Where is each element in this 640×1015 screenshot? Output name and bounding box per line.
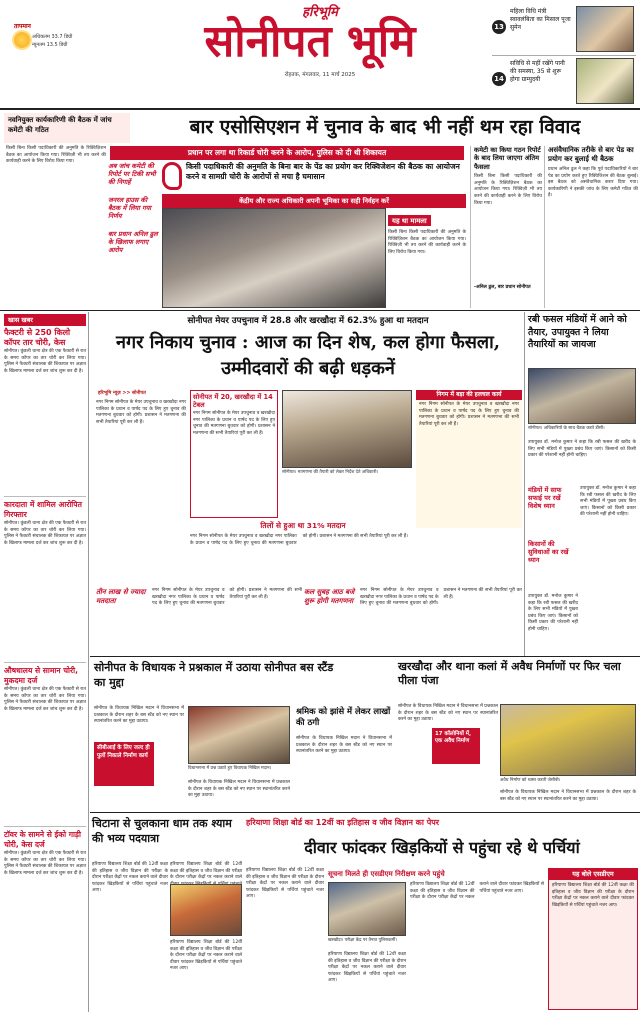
masthead-title: सोनीपत भूमि: [204, 16, 416, 67]
top-col1-text: किसी बिना किसी पदाधिकारी की अनुमति के रिक्विज़िशन बैठक का आयोजन किया गया। रिक्विज़ी भी तय करने की कार्यवाही करने के लिए विरोध किया गया।: [6, 146, 106, 165]
temp-min: न्यूनतम 13.5 डिग्री: [32, 42, 68, 48]
board-kicker: हरियाणा शिक्षा बोर्ड का 12वीं का इतिहास व जीव विज्ञान का पेपर: [246, 818, 440, 827]
top-meeting-photo: [162, 208, 386, 308]
left-badge: खास खबर: [4, 314, 86, 326]
bus-box: सीबीआई के लिए जल्द ही पुलों निकाले निर्माण कार्य: [94, 742, 154, 786]
sun-icon: [14, 32, 30, 48]
bus-photo: [188, 706, 290, 764]
left-story-1-text: सोनीपत। कुंडली थाना क्षेत्र की एक फैक्टरी से रात के समय कॉपर का तार चोरी कर लिया गया। पुलिस ने फैक्टरी संचालक की शिकायत पर अज्ञात के खिलाफ मामला दर्ज कर जांच शुरू कर दी है।: [4, 349, 86, 374]
election-sub3: तिलों से हुआ था 31% मतदान: [260, 521, 346, 530]
demo-text: सोनीपत के विधायक निखिल मदान ने विधानसभा में प्रश्नकाल के दौरान शहर के बस स्टैंड को नए स्थान पर स्थानांतरित करने का मुद्दा उठाया।: [500, 790, 636, 802]
bus-text-2: सोनीपत के विधायक निखिल मदान ने विधानसभा में प्रश्नकाल के दौरान शहर के बस स्टैंड को नए स्थान पर स्थानांतरित करने का मुद्दा उठाया।: [188, 780, 290, 799]
election-sub3-text: नगर निगम सोनीपत के मेयर उपचुनाव व खरखौदा नगर पालिका के प्रधान व पार्षद पद के लिए हुए चुनाव की मतगणना बुधवार को होगी। प्रशासन ने मतगणना की सभी तैयारियां पूरी कर ली हैं।: [190, 534, 408, 546]
left-story-1-title: फैक्टरी से 250 किलो कॉपर तार चोरी, केस: [4, 328, 71, 347]
election-kicker: सोनीपत मेयर उपचुनाव में 28.8 और खरखौदा में 62.3% हुआ था मतदान: [187, 316, 429, 326]
left-story-4-text: सोनीपत। कुंडली थाना क्षेत्र की एक फैक्टरी से रात के समय कॉपर का तार चोरी कर लिया गया। पुलिस ने फैक्टरी संचालक की शिकायत पर अज्ञात के खिलाफ मामला दर्ज कर जांच शुरू कर दी है।: [4, 851, 86, 876]
demo-box: 17 कॉलोनियों में, एक अवैध निर्माण: [432, 728, 480, 764]
kharkhoda-headline: खरखौदा और थाना कलां में अवैध निर्माणों पर फिर चला पीला पंजा: [398, 660, 621, 687]
election-quote-2: कल सुबह आठ बजे शुरू होगी मतगणना: [304, 588, 355, 605]
election-col1: नगर निगम सोनीपत के मेयर उपचुनाव व खरखौदा नगर पालिका के प्रधान व पार्षद पद के लिए हुए चुनाव की मतगणना बुधवार को होगी। प्रशासन ने मतगणना की सभी तैयारियां पूरी कर ली हैं।: [96, 400, 186, 425]
brand-logo: हरिभूमि: [302, 5, 338, 20]
top-kicker: नवनियुक्त कार्यकारिणी की बैठक में जांच कमेटी की गठित: [4, 113, 130, 143]
top-col2-sig: -अनिल ढुल, बार प्रधान सोनीपत: [474, 285, 531, 291]
quote-2: जनरल हाउस की बैठक में लिया गया निर्णय: [108, 196, 152, 220]
top-col2: [470, 146, 542, 308]
demo-photo: [500, 704, 636, 776]
top-ribbon: केंद्रीय और राज्य अधिकारी अपनी भूमिका का सही निर्वहन करें: [162, 194, 466, 208]
board-headline: दीवार फांदकर खिड़कियों से पहुंचा रहे थे पर्चियां: [304, 838, 580, 857]
top-strap: प्रधान पर लगा था रिकार्ड चोरी करने के आरोप, पुलिस को दी थी शिकायत: [110, 146, 464, 160]
yatra-text-2: हरियाणा विद्यालय शिक्षा बोर्ड की 12वीं कक्षा की इतिहास व जीव विज्ञान की परीक्षा के दौरान परीक्षा केंद्रों पर नकल कराने वाले: [170, 862, 242, 881]
left-story-2-title: कारदाता में शामिल आरोपित गिरफ्तार: [4, 500, 82, 519]
left-story-4-title: टॉवर के सामने से ईको गाड़ी चोरी, केस दर्ज: [4, 830, 81, 849]
left-story-3: [4, 662, 86, 822]
top-headline: बार एसोसिएशन में चुनाव के बाद भी नहीं थम रहा विवाद: [189, 116, 581, 138]
election-headline: नगर निकाय चुनाव : आज का दिन शेष, कल होगा फैसला, उम्मीदवारों की बढ़ी धड़कनें: [115, 332, 501, 379]
election-col-b2: नगर निगम सोनीपत के मेयर उपचुनाव व खरखौदा नगर पालिका के प्रधान व पार्षद पद के लिए हुए चुनाव की मतगणना बुधवार को होगी। प्रशासन ने मतगणना की सभी तैयारियां पूरी कर ली हैं।: [360, 588, 522, 607]
ear-2-text: सविधि से महीं रखेंगे पानी की समस्या, 35 से शुरू होगा ग्राम्युदयी: [510, 60, 565, 83]
left-story-2-text: सोनीपत। कुंडली थाना क्षेत्र की एक फैक्टरी से रात के समय कॉपर का तार चोरी कर लिया गया। पुलिस ने फैक्टरी संचालक की शिकायत पर अज्ञात के खिलाफ मामला दर्ज कर जांच शुरू कर दी है।: [4, 521, 86, 546]
yatra-photo: [170, 884, 242, 936]
bus-caption: विधानसभा में प्रश्न उठाते हुए विधायक निखिल मदान।: [188, 766, 272, 771]
bus-headline: सोनीपत के विधायक ने प्रश्नकाल में उठाया सोनीपत बस स्टैंड का मुद्दा: [94, 661, 334, 689]
election-byline: हरिभूमि न्यूज़ >> सोनीपत: [98, 391, 146, 396]
temp-label: तापमान: [14, 23, 31, 30]
top-col3-title: असंवैधानिक तरीके से बार पेड का प्रयोग कर बुलाई थी बैठक: [548, 146, 634, 163]
left-story-2: [4, 496, 86, 658]
workers-text: सोनीपत के विधायक निखिल मदान ने विधानसभा में प्रश्नकाल के दौरान शहर के बस स्टैंड को नए स्थान पर स्थानांतरित करने का मुद्दा उठाया।: [296, 736, 392, 755]
left-story-3-text: सोनीपत। कुंडली थाना क्षेत्र की एक फैक्टरी से रात के समय कॉपर का तार चोरी कर लिया गया। पुलिस ने फैक्टरी संचालक की शिकायत पर अज्ञात के खिलाफ मामला दर्ज कर जांच शुरू कर दी है।: [4, 687, 86, 712]
board-text-1: हरियाणा विद्यालय शिक्षा बोर्ड की 12वीं कक्षा की इतिहास व जीव विज्ञान की परीक्षा के दौरान परीक्षा केंद्रों पर नकल कराने वाले दीवार फांदकर खिड़कियों से पर्चियां पहुंचाते नजर आए।: [246, 868, 324, 900]
yatra-headline: चिटाना से चुलकाना धाम तक श्याम की भव्य पदयात्रा: [92, 817, 232, 845]
ear-1: [492, 4, 636, 56]
workers-headline: श्रमिक को झांसे में लेकर लाखों की ठगी: [296, 706, 391, 727]
top-col3-text: प्रधान अनिल ढुल ने कहा कि पूर्व पदाधिकारियों ने बार पेड का प्रयोग करते हुए रिक्विजिशन की बैठक बुलाई। इस बैठक को असंवैधानिक करार दिया गया। कार्यकारिणी ने इसकी जांच के लिए कमेटी गठित की है।: [548, 167, 638, 199]
right-photo: [528, 368, 636, 424]
right-side-2: किसानों की सुविधाओं का रखें ध्यान: [528, 540, 569, 564]
top-box-title: यह था मामला: [388, 215, 431, 226]
election-photo-caption: सोनीपत। मतगणना की तैयारी को लेकर निर्देश देते अधिकारी।: [282, 470, 379, 475]
right-col-b: उपायुक्त डॉ. मनोज कुमार ने कहा कि रबी फसल की खरीद के लिए सभी मंडियों में पुख्ता प्रबंध किए जाएं। किसानों को किसी प्रकार की परेशानी नहीं होनी चाहिए।: [528, 594, 578, 632]
yatra-text: हरियाणा विद्यालय शिक्षा बोर्ड की 12वीं कक्षा की इतिहास व जीव विज्ञान की परीक्षा के दौरान परीक्षा केंद्रों पर नकल कराने वाले दीवार फांदकर खिड़कियों से पर्चियां पहुंचाते नजर आए।: [92, 862, 168, 894]
yatra-text-3: हरियाणा विद्यालय शिक्षा बोर्ड की 12वीं कक्षा की इतिहास व जीव विज्ञान की परीक्षा के दौरान परीक्षा केंद्रों पर नकल कराने वाले दीवार फांदकर खिड़कियों से पर्चियां पहुंचाते नजर आए।: [170, 940, 242, 972]
election-photo: [282, 390, 412, 468]
top-lead: [162, 162, 466, 194]
ear-icon: [162, 162, 182, 190]
ear-2-photo: [576, 58, 634, 104]
demo-caption: अवैध निर्माण को ध्वस्त करती जेसीबी।: [500, 778, 561, 783]
election-sub1: [190, 390, 278, 518]
right-text: उपायुक्त डॉ. मनोज कुमार ने कहा कि रबी फसल की खरीद के लिए सभी मंडियों में पुख्ता प्रबंध किए जाएं। किसानों को किसी प्रकार की परेशानी नहीं होनी चाहिए।: [528, 440, 636, 459]
ear-1-photo: [576, 6, 634, 52]
right-col: उपायुक्त डॉ. मनोज कुमार ने कहा कि रबी फसल की खरीद के लिए सभी मंडियों में पुख्ता प्रबंध किए जाएं। किसानों को किसी प्रकार की परेशानी नहीं होनी चाहिए।: [580, 486, 636, 518]
board-sub: सूचना मिलते ही एसडीएम निरीक्षण करने पहुंचे: [328, 870, 445, 878]
election-sub2: [416, 390, 522, 528]
election-sub1-text: नगर निगम सोनीपत के मेयर उपचुनाव व खरखौदा नगर पालिका के प्रधान व पार्षद पद के लिए हुए चुनाव की मतगणना बुधवार को होगी। प्रशासन ने मतगणना की सभी तैयारियां पूरी कर ली हैं।: [193, 411, 275, 436]
top-box-text: किसी बिना किसी पदाधिकारी की अनुमति के रिक्विज़िशन बैठक का आयोजन किया गया। रिक्विज़ी भी तय करने की कार्यवाही करने के लिए विरोध किया गया।: [388, 230, 466, 255]
temperature-box: [8, 22, 88, 66]
top-lead-text: किसी पदाधिकारी की अनुमति के बिना बार के पेंड का प्रयोग कर रिक्विजेशन की बैठक का आयोजन करने व सामग्री चोरी के आरोपों से मचा है घमासान: [186, 162, 460, 181]
top-side-quotes: [108, 162, 158, 308]
election-sub1-title: सोनीपत में 20, खरखौदा में 14 टेबल: [193, 393, 273, 409]
ear-2-number: 14: [492, 72, 506, 86]
right-headline: रबी फसल मंडियों में आने को तैयार, उपायुक्त ने लिया तैयारियों का जायजा: [528, 314, 627, 350]
right-caption: सोनीपत। अधिकारियों के साथ बैठक करते डीसी।: [528, 426, 605, 431]
election-sub2-text: नगर निगम सोनीपत के मेयर उपचुनाव व खरखौदा नगर पालिका के प्रधान व पार्षद पद के लिए हुए चुनाव की मतगणना बुधवार को होगी। प्रशासन ने मतगणना की सभी तैयारियां पूरी कर ली हैं।: [419, 402, 519, 427]
right-side-1: मंडियों में साफ सफाई पर रखें विशेष ध्यान: [528, 486, 562, 510]
top-box: [388, 208, 466, 308]
election-col-b1: नगर निगम सोनीपत के मेयर उपचुनाव व खरखौदा नगर पालिका के प्रधान व पार्षद पद के लिए हुए चुनाव की मतगणना बुधवार को होगी। प्रशासन ने मतगणना की सभी तैयारियां पूरी कर ली हैं।: [152, 588, 302, 607]
election-quote-1: तीन लाख से ज्यादा मतदाता: [96, 588, 146, 605]
election-sub2-title: निगम में बड़ा की हलचल कार्य: [416, 390, 522, 400]
board-text-3: हरियाणा विद्यालय शिक्षा बोर्ड की 12वीं कक्षा की इतिहास व जीव विज्ञान की परीक्षा के दौरान परीक्षा केंद्रों पर नकल कराने वाले दीवार फांदकर खिड़कियों से पर्चियां पहुंचाते नजर आए।: [410, 882, 544, 901]
ear-2: [492, 58, 636, 108]
kharkhoda-text: सोनीपत के विधायक निखिल मदान ने विधानसभा में प्रश्नकाल के दौरान शहर के बस स्टैंड को नए स्थान पर स्थानांतरित करने का मुद्दा उठाया।: [398, 704, 498, 723]
top-col3: [544, 146, 638, 308]
date-line: रोहतक, मंगलवार, 11 मार्च 2025: [284, 72, 356, 78]
board-text-2: हरियाणा विद्यालय शिक्षा बोर्ड की 12वीं कक्षा की इतिहास व जीव विज्ञान की परीक्षा के दौरान परीक्षा केंद्रों पर नकल कराने वाले दीवार फांदकर खिड़कियों से पर्चियां पहुंचाते नजर आए।: [328, 952, 406, 984]
quote-1: अब जांच कमेटी की रिपोर्ट पर टिकी सभी की निगाहें: [108, 162, 156, 186]
board-side-badge: यह बोले एसडीएम: [549, 869, 637, 880]
board-side: [548, 868, 638, 1010]
board-photo: [328, 882, 406, 936]
left-story-3-title: औषधालय से सामान चोरी, मुकदमा दर्ज: [4, 666, 78, 685]
quote-3: बार प्रधान अनिल ढुल के खिलाफ लगाए आरोप: [108, 230, 158, 254]
ear-1-text: महिला विधि मंत्री स्वावलंबिता का मिसाल पूजा सुमेन: [510, 8, 571, 31]
left-story-1: [4, 328, 86, 478]
top-col2-text: किसी बिना किसी पदाधिकारी की अनुमति के रिक्विज़िशन बैठक का आयोजन किया गया। रिक्विज़ी भी तय करने की कार्यवाही करने के लिए विरोध किया गया।: [474, 174, 542, 206]
board-caption: खरखौदा। परीक्षा केंद्र पर तैनात पुलिसकर्मी।: [328, 938, 397, 943]
ear-1-number: 13: [492, 20, 506, 34]
left-story-4: [4, 826, 86, 1012]
top-col2-title: कमेटी का किया गठन रिपोर्ट के बाद लिया जाएगा अंतिम फैसला: [474, 146, 541, 171]
temp-max: अधिकतम 33.7 डिग्री: [32, 34, 73, 40]
bus-text: सोनीपत के विधायक निखिल मदान ने विधानसभा में प्रश्नकाल के दौरान शहर के बस स्टैंड को नए स्थान पर स्थानांतरित करने का मुद्दा उठाया।: [94, 706, 184, 725]
board-side-text: हरियाणा विद्यालय शिक्षा बोर्ड की 12वीं कक्षा की इतिहास व जीव विज्ञान की परीक्षा के दौरान परीक्षा केंद्रों पर नकल कराने वाले दीवार फांदकर खिड़कियों से पर्चियां पहुंचाते नजर आए।: [552, 883, 634, 908]
